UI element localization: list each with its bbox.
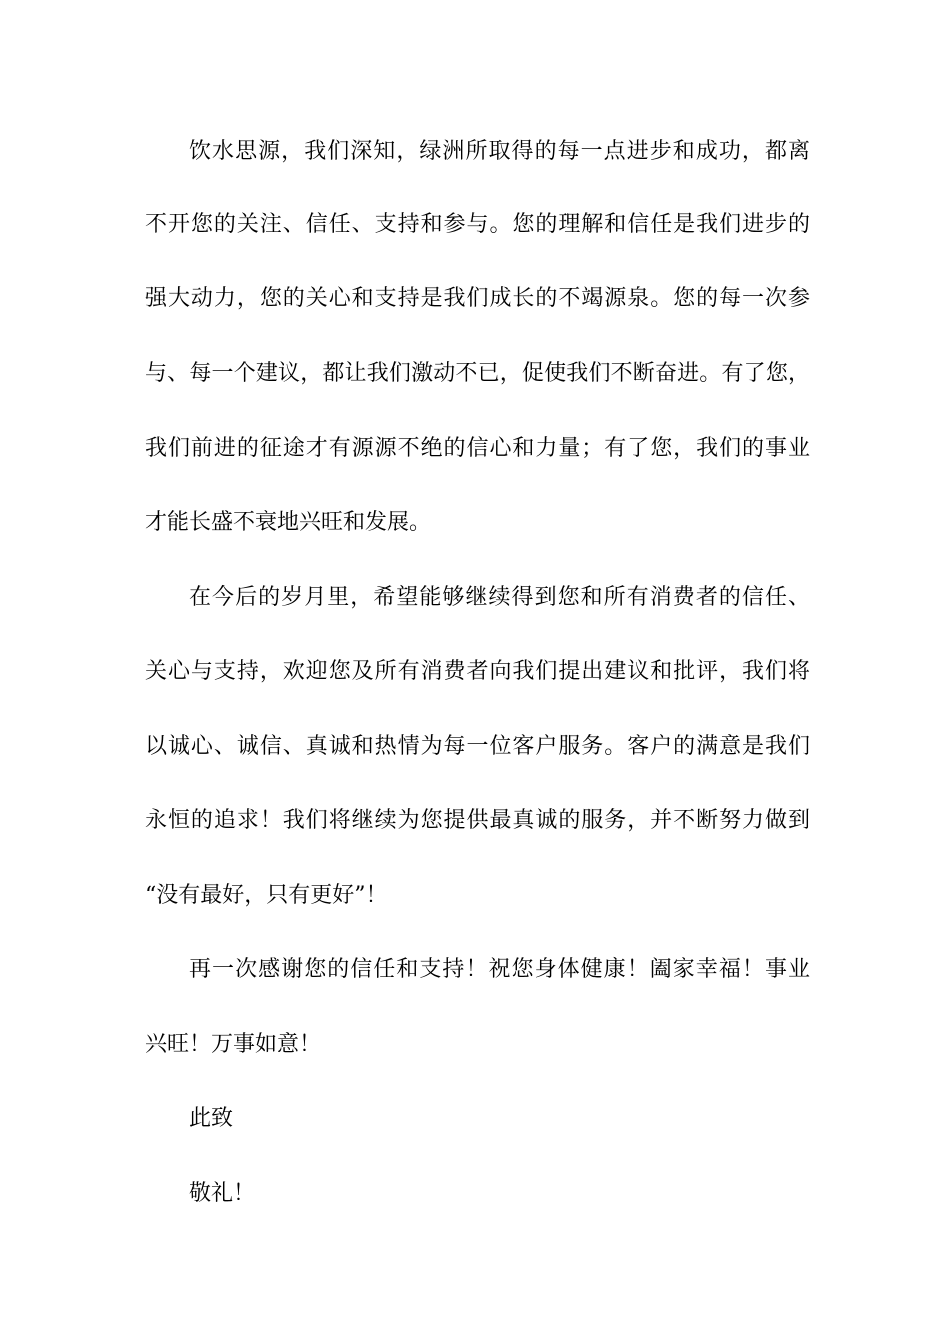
paragraph-1-line-4: 与、每一个建议，都让我们激动不已，促使我们不断奋进。有了您， bbox=[145, 361, 810, 386]
paragraph-3-line-2: 兴旺！万事如意！ bbox=[145, 1032, 322, 1057]
paragraph-2-line-3: 以诚心、诚信、真诚和热情为每一位客户服务。客户的满意是我们 bbox=[145, 734, 810, 759]
paragraph-2-line-4: 永恒的追求！我们将继续为您提供最真诚的服务，并不断努力做到 bbox=[145, 808, 810, 833]
paragraph-1-line-6: 才能长盛不衰地兴旺和发展。 bbox=[145, 510, 432, 535]
closing-regards: 敬礼！ bbox=[189, 1181, 256, 1206]
paragraph-1-line-2: 不开您的关注、信任、支持和参与。您的理解和信任是我们进步的 bbox=[145, 212, 810, 237]
paragraph-2-line-5: “没有最好，只有更好”！ bbox=[145, 883, 388, 908]
closing-salutation: 此致 bbox=[189, 1106, 234, 1131]
paragraph-1-line-3: 强大动力，您的关心和支持是我们成长的不竭源泉。您的每一次参 bbox=[145, 286, 810, 311]
paragraph-2-line-2: 关心与支持，欢迎您及所有消费者向我们提出建议和批评，我们将 bbox=[145, 659, 810, 684]
paragraph-1-line-5: 我们前进的征途才有源源不绝的信心和力量；有了您，我们的事业 bbox=[145, 436, 810, 461]
paragraph-1-line-1: 饮水思源，我们深知，绿洲所取得的每一点进步和成功，都离 bbox=[189, 139, 810, 164]
paragraph-2-line-1: 在今后的岁月里，希望能够继续得到您和所有消费者的信任、 bbox=[189, 585, 810, 610]
paragraph-3-line-1: 再一次感谢您的信任和支持！祝您身体健康！阖家幸福！事业 bbox=[189, 957, 810, 982]
